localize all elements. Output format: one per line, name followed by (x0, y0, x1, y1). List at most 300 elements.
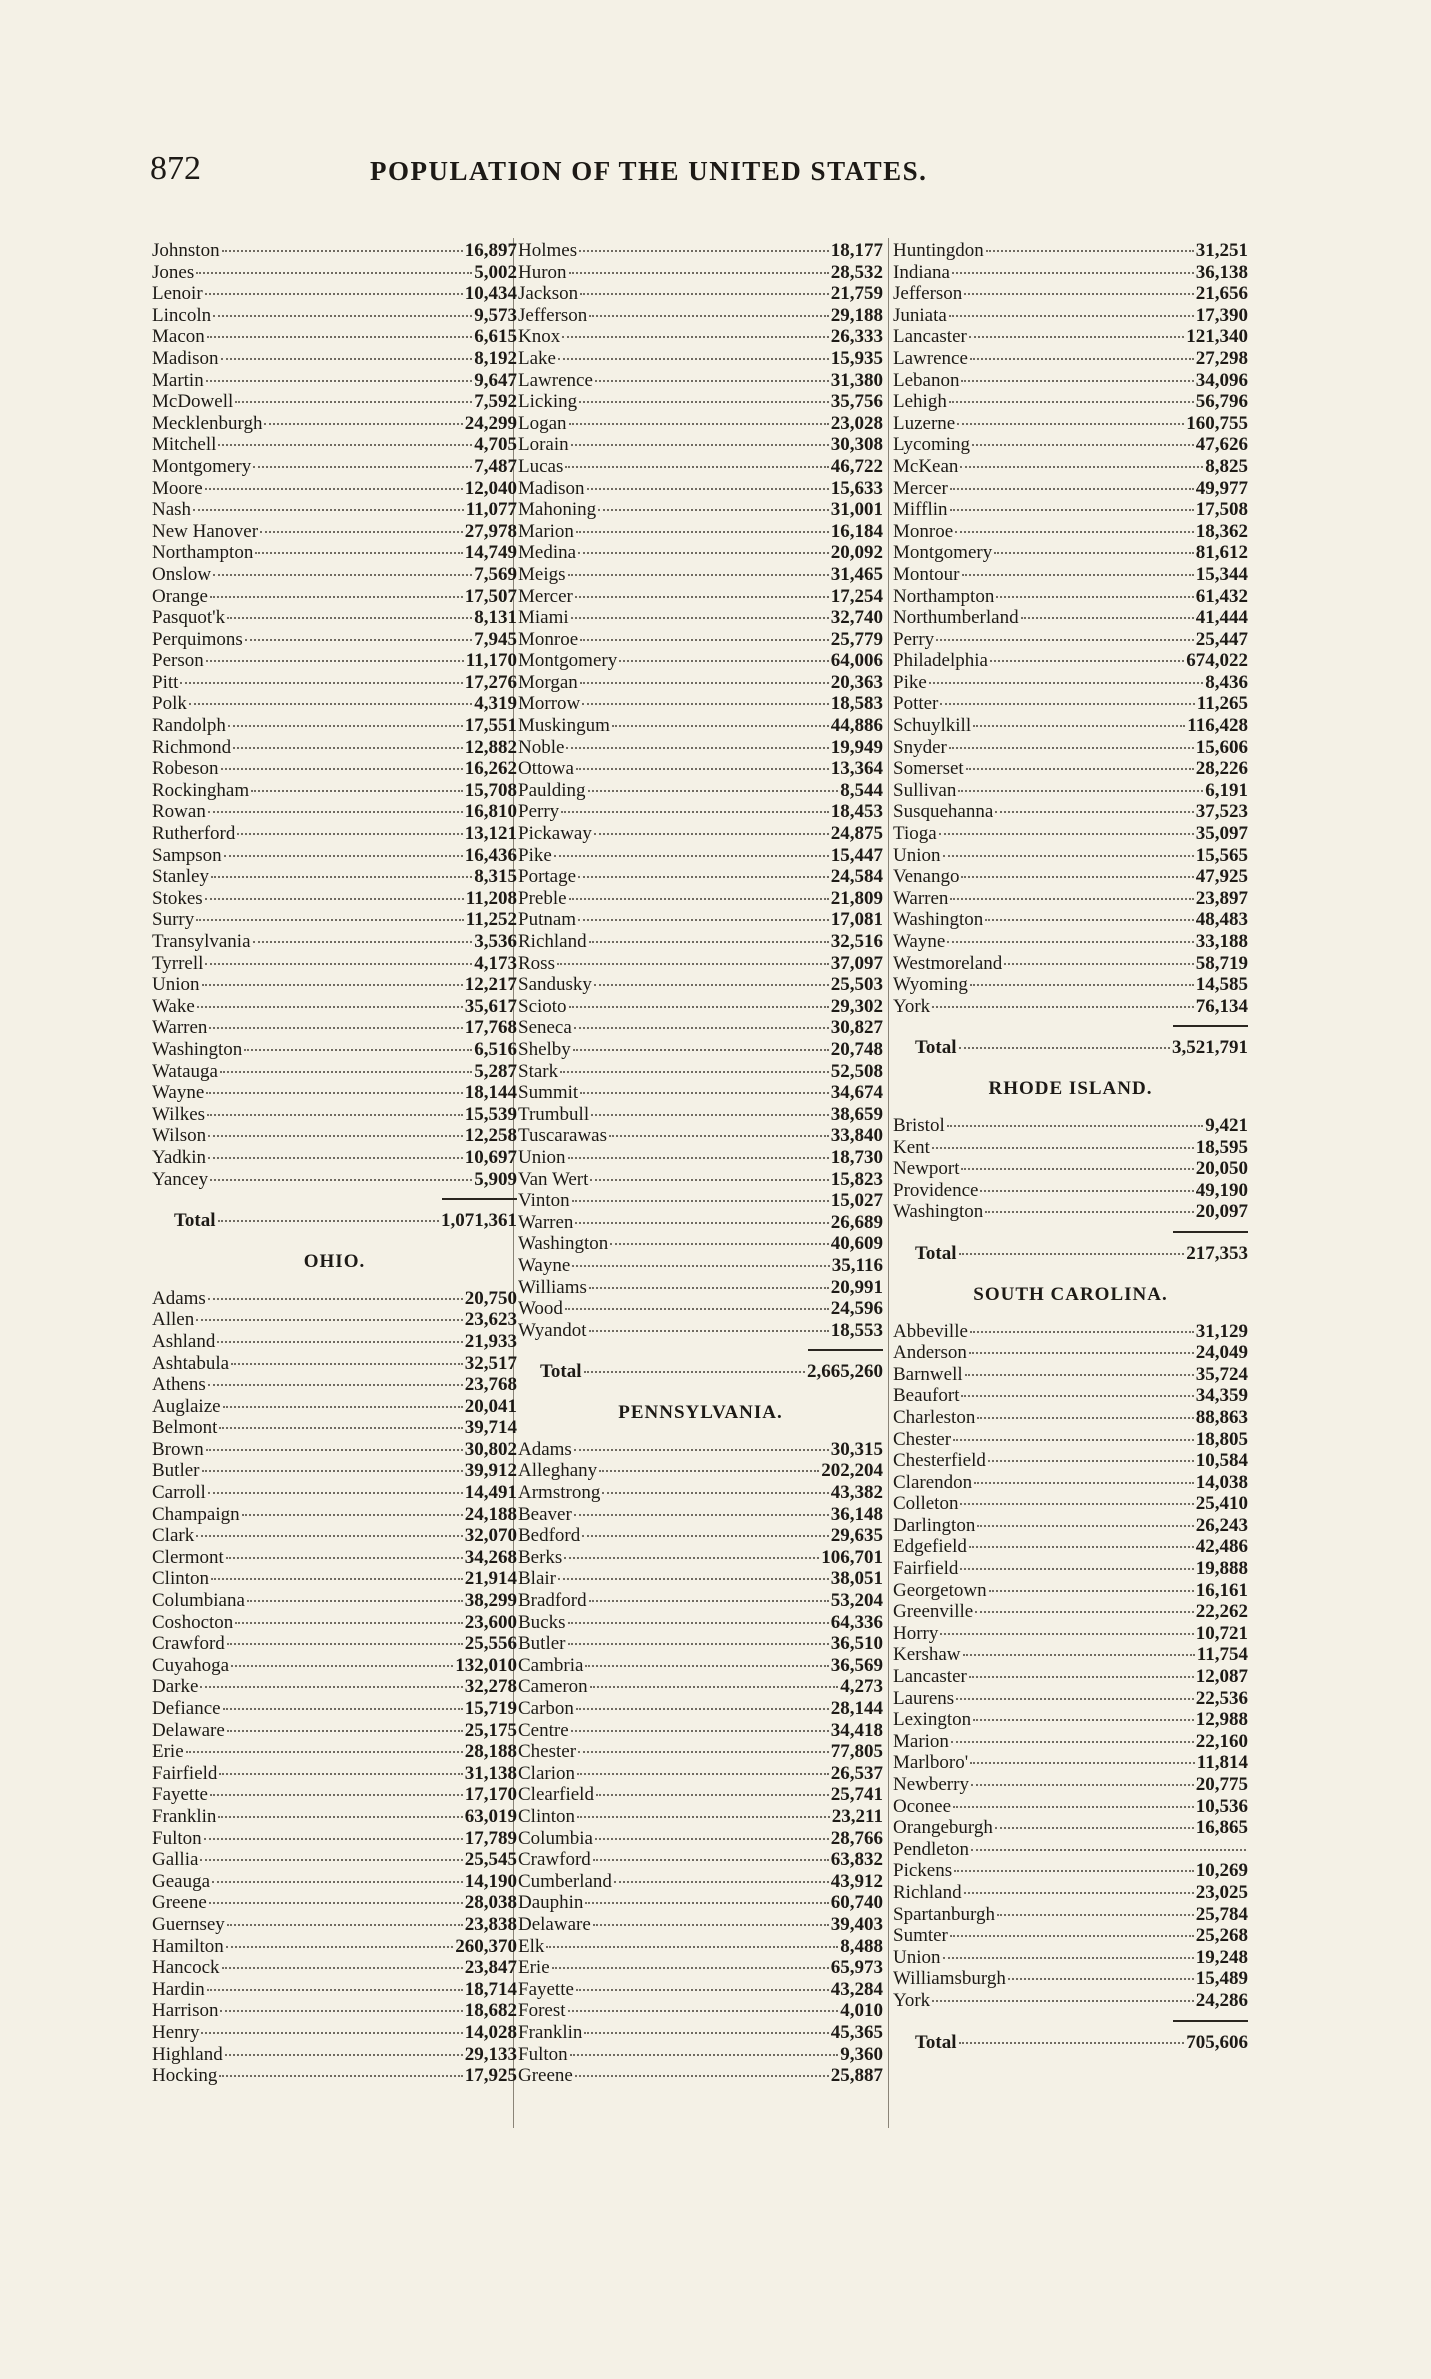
state-heading: PENNSYLVANIA. (618, 1401, 783, 1423)
dot-leader (980, 1190, 1193, 1192)
dot-leader (572, 1265, 830, 1267)
dot-leader (594, 833, 829, 835)
county-row (893, 1450, 1248, 1472)
county-population: 49,190 (1195, 1179, 1248, 1201)
county-name: Carbon (518, 1698, 574, 1719)
county-row (893, 283, 1248, 305)
county-name: Blair (518, 1568, 556, 1590)
county-name: Bucks (518, 1611, 566, 1633)
county-name: Delaware (152, 1719, 225, 1741)
county-population: 25,741 (830, 1784, 883, 1806)
dot-leader (949, 401, 1194, 403)
county-name: Wayne (518, 1254, 571, 1276)
county-population: 15,823 (830, 1168, 883, 1190)
dot-leader (580, 639, 829, 641)
county-population: 56,796 (1195, 391, 1248, 413)
county-row (152, 1914, 517, 1936)
county-row (518, 1936, 883, 1958)
county-population: 60,740 (830, 1892, 883, 1914)
county-population: 20,092 (830, 542, 883, 564)
county-population: 25,556 (464, 1633, 517, 1655)
county-name: Fairfield (893, 1558, 959, 1580)
county-row (893, 888, 1248, 910)
county-name: Ashland (152, 1330, 216, 1352)
county-name: Wyoming (893, 974, 968, 996)
county-population: 31,465 (830, 563, 883, 585)
dot-leader (614, 1881, 829, 1883)
county-name: Warren (152, 1017, 208, 1039)
dot-leader (961, 380, 1193, 382)
county-name: Lebanon (893, 369, 960, 391)
county-population: 45,365 (830, 2021, 883, 2043)
dot-leader (218, 1220, 439, 1222)
dot-leader (223, 1708, 463, 1710)
county-population: 43,382 (830, 1482, 883, 1504)
dot-leader (965, 1374, 1194, 1376)
county-name: Madison (518, 477, 585, 499)
county-row (152, 1892, 517, 1914)
dot-leader (196, 919, 464, 921)
dot-leader (940, 1633, 1193, 1635)
county-row (893, 586, 1248, 608)
county-name: Union (152, 974, 200, 996)
county-name: Wilson (152, 1125, 207, 1147)
dot-leader (207, 336, 472, 338)
county-row (893, 909, 1248, 931)
county-population: 16,865 (1195, 1817, 1248, 1839)
dot-leader (227, 1924, 463, 1926)
dot-leader (235, 401, 472, 403)
dot-leader (213, 315, 472, 317)
dot-leader (227, 617, 472, 619)
county-name: Abbeville (893, 1320, 968, 1342)
county-row (893, 996, 1248, 1018)
county-row (152, 909, 517, 931)
dot-leader (589, 1287, 829, 1289)
county-row (518, 758, 883, 780)
dot-leader (969, 1546, 1194, 1548)
county-population: 24,286 (1195, 1989, 1248, 2011)
dot-leader (255, 552, 462, 554)
county-name: Fayette (518, 1978, 574, 2000)
dot-leader (940, 703, 1194, 705)
county-row (152, 1676, 517, 1698)
county-row (893, 1137, 1248, 1159)
county-row (893, 413, 1248, 435)
county-row (893, 845, 1248, 867)
county-name: Chester (518, 1741, 577, 1763)
county-row (518, 650, 883, 672)
county-population: 29,188 (830, 304, 883, 326)
county-name: Morrow (518, 693, 581, 715)
county-row (518, 1255, 883, 1277)
county-population: 23,600 (464, 1611, 517, 1633)
county-population: 14,190 (464, 1870, 517, 1892)
dot-leader (253, 466, 472, 468)
county-population: 23,838 (464, 1913, 517, 1935)
county-row (893, 305, 1248, 327)
dot-leader (571, 444, 829, 446)
total-row (152, 1210, 517, 1232)
county-population: 34,268 (464, 1546, 517, 1568)
county-name: Sandusky (518, 974, 592, 996)
dot-leader (208, 811, 463, 813)
total-value: 2,665,260 (807, 1361, 883, 1383)
dot-leader (577, 1773, 829, 1775)
county-population: 15,027 (830, 1190, 883, 1212)
county-population: 43,284 (830, 1978, 883, 2000)
county-name: Gallia (152, 1849, 199, 1871)
county-population: 29,302 (830, 995, 883, 1017)
county-name: Newport (893, 1158, 960, 1180)
county-row (152, 2000, 517, 2022)
dot-leader (221, 768, 463, 770)
county-row (152, 1957, 517, 1979)
dot-leader (589, 1600, 829, 1602)
dot-leader (210, 1794, 463, 1796)
county-row (893, 542, 1248, 564)
dot-leader (201, 2032, 462, 2034)
county-name: Clinton (518, 1805, 576, 1827)
dot-leader (580, 682, 829, 684)
county-row (893, 1904, 1248, 1926)
dot-leader (220, 2010, 462, 2012)
county-population: 23,897 (1195, 887, 1248, 909)
county-population: 17,390 (1195, 304, 1248, 326)
county-name: Robeson (152, 758, 219, 780)
county-row (893, 1947, 1248, 1969)
county-name: Luzerne (893, 412, 956, 434)
county-row (893, 974, 1248, 996)
dot-leader (986, 250, 1194, 252)
dot-leader (576, 768, 829, 770)
dot-leader (569, 1006, 829, 1008)
county-name: Belmont (152, 1417, 218, 1439)
county-row (893, 1536, 1248, 1558)
county-name: Mahoning (518, 499, 597, 521)
county-row (518, 1039, 883, 1061)
county-name: Ross (518, 952, 555, 974)
county-population: 11,077 (465, 499, 517, 521)
county-population: 30,802 (464, 1438, 517, 1460)
county-row (152, 1460, 517, 1482)
county-name: Bedford (518, 1525, 581, 1547)
dot-leader (228, 725, 463, 727)
dot-leader (960, 1568, 1193, 1570)
county-row (518, 1914, 883, 1936)
total-row (518, 1361, 883, 1383)
county-population: 33,188 (1195, 931, 1248, 952)
county-name: Huntingdon (893, 240, 984, 261)
county-name: Darlington (893, 1514, 976, 1536)
dot-leader (610, 1243, 828, 1245)
county-row (152, 370, 517, 392)
dot-leader (223, 1406, 463, 1408)
county-row (152, 2065, 517, 2087)
county-name: Johnston (152, 240, 220, 261)
county-name: Monroe (518, 628, 579, 650)
dot-leader (977, 1417, 1193, 1419)
county-name: Athens (152, 1374, 206, 1396)
dot-leader (264, 423, 462, 425)
county-population: 40,609 (830, 1233, 883, 1255)
county-row (518, 542, 883, 564)
county-row (893, 650, 1248, 672)
county-name: Wood (518, 1298, 563, 1320)
dot-leader (546, 1946, 838, 1948)
county-population: 65,973 (830, 1957, 883, 1979)
dot-leader (962, 574, 1194, 576)
county-name: Miami (518, 607, 569, 629)
county-name: Delaware (518, 1913, 591, 1935)
county-population: 14,749 (464, 542, 517, 564)
dot-leader (206, 660, 464, 662)
county-population: 10,536 (1195, 1795, 1248, 1817)
dot-leader (571, 617, 829, 619)
county-name: Jackson (518, 283, 579, 305)
county-population: 61,432 (1195, 585, 1248, 607)
dot-leader (959, 1047, 1170, 1049)
county-row (518, 1017, 883, 1039)
county-row (152, 1082, 517, 1104)
county-population: 31,138 (464, 1762, 517, 1784)
county-name: Portage (518, 866, 577, 888)
county-population: 10,269 (1195, 1860, 1248, 1882)
county-row (518, 434, 883, 456)
county-name: Randolph (152, 715, 226, 737)
county-name: Venango (893, 866, 960, 888)
county-row (518, 1169, 883, 1191)
total-label: Total (915, 2031, 957, 2053)
column-divider (888, 238, 889, 2128)
county-population: 8,544 (840, 779, 883, 801)
dot-leader (973, 725, 1185, 727)
dot-leader (593, 1859, 829, 1861)
county-name: Ashtabula (152, 1352, 230, 1374)
county-population: 260,370 (455, 1935, 517, 1957)
county-row (518, 1525, 883, 1547)
county-population: 17,276 (464, 671, 517, 693)
county-population: 18,362 (1195, 520, 1248, 542)
county-row (518, 564, 883, 586)
county-row (893, 1688, 1248, 1710)
county-name: Northampton (152, 542, 254, 564)
county-row (518, 1892, 883, 1914)
county-row (152, 866, 517, 888)
county-name: Orangeburgh (893, 1817, 993, 1839)
county-population: 27,298 (1195, 347, 1248, 369)
dot-leader (202, 984, 463, 986)
county-population: 28,038 (464, 1892, 517, 1914)
column-3 (893, 240, 1248, 2053)
dot-leader (584, 1371, 805, 1373)
county-population: 32,070 (464, 1525, 517, 1547)
county-name: Union (518, 1146, 566, 1168)
county-row (518, 1957, 883, 1979)
county-name: Moore (152, 477, 203, 499)
county-name: Montour (893, 563, 960, 585)
county-row (518, 499, 883, 521)
total-value: 217,353 (1186, 1242, 1248, 1264)
county-name: Tyrrell (152, 952, 204, 974)
county-population: 23,028 (830, 412, 883, 434)
county-population: 23,847 (464, 1957, 517, 1979)
county-name: Alleghany (518, 1460, 598, 1482)
county-row (893, 801, 1248, 823)
dot-leader (205, 898, 464, 900)
county-name: Fayette (152, 1784, 208, 1806)
county-population: 8,488 (840, 1935, 883, 1957)
county-population: 24,299 (464, 412, 517, 434)
dot-leader (211, 876, 472, 878)
county-row (893, 370, 1248, 392)
county-name: Crawford (518, 1849, 591, 1871)
county-population: 4,010 (840, 2000, 883, 2022)
county-name: Lincoln (152, 304, 212, 326)
county-row (152, 1396, 517, 1418)
county-row (518, 391, 883, 413)
county-population: 116,428 (1187, 715, 1248, 737)
county-name: Darke (152, 1676, 199, 1698)
county-row (893, 1990, 1248, 2012)
county-name: Juniata (893, 304, 947, 326)
dot-leader (1004, 963, 1193, 965)
county-name: Jefferson (518, 304, 588, 326)
county-name: Richland (518, 931, 587, 952)
county-population: 18,805 (1195, 1428, 1248, 1450)
county-population: 41,444 (1195, 607, 1248, 629)
dot-leader (590, 1686, 839, 1688)
county-name: Geauga (152, 1870, 211, 1892)
county-population: 6,615 (474, 326, 517, 348)
dot-leader (202, 1470, 463, 1472)
county-name: Yancey (152, 1168, 209, 1190)
dot-leader (221, 358, 473, 360)
county-population: 18,453 (830, 801, 883, 823)
county-population: 20,097 (1195, 1201, 1248, 1223)
county-row (518, 909, 883, 931)
county-population: 38,659 (830, 1103, 883, 1125)
county-name: Marion (893, 1730, 949, 1752)
county-row (893, 1429, 1248, 1451)
county-name: New Hanover (152, 520, 259, 542)
county-population: 31,129 (1195, 1320, 1248, 1342)
dot-leader (575, 2075, 829, 2077)
county-name: Montgomery (518, 650, 618, 672)
county-row (518, 1277, 883, 1299)
county-row (152, 1039, 517, 1061)
county-population: 11,252 (465, 909, 517, 931)
county-population: 6,516 (474, 1038, 517, 1060)
county-row (518, 845, 883, 867)
county-name: Potter (893, 693, 939, 715)
county-name: Snyder (893, 736, 947, 758)
county-row (518, 693, 883, 715)
dot-leader (206, 1449, 463, 1451)
dot-leader (569, 423, 829, 425)
county-population: 12,258 (464, 1125, 517, 1147)
county-row (152, 456, 517, 478)
county-row (893, 1774, 1248, 1796)
county-population: 22,536 (1195, 1687, 1248, 1709)
county-population: 88,863 (1195, 1406, 1248, 1428)
county-name: Georgetown (893, 1579, 987, 1601)
county-name: Armstrong (518, 1482, 601, 1504)
county-name: Providence (893, 1179, 979, 1201)
dot-leader (596, 1794, 829, 1796)
county-name: Person (152, 650, 204, 672)
dot-leader (589, 1330, 829, 1332)
county-name: Nash (152, 499, 192, 521)
county-row (152, 1288, 517, 1310)
county-row (518, 1590, 883, 1612)
dot-leader (994, 552, 1194, 554)
county-name: Holmes (518, 240, 578, 261)
county-row (893, 1968, 1248, 1990)
county-row (152, 1763, 517, 1785)
dot-leader (943, 1957, 1194, 1959)
county-row (152, 1525, 517, 1547)
dot-leader (582, 1535, 828, 1537)
county-population: 16,810 (464, 801, 517, 823)
county-name: Beaufort (893, 1385, 960, 1407)
county-name: Macon (152, 326, 205, 348)
county-row (893, 1158, 1248, 1180)
county-population: 18,177 (830, 240, 883, 261)
county-population: 21,933 (464, 1330, 517, 1352)
dot-leader (569, 898, 829, 900)
county-population: 12,988 (1195, 1709, 1248, 1731)
dot-leader (950, 898, 1193, 900)
county-name: Cambria (518, 1654, 584, 1676)
county-row (518, 1104, 883, 1126)
county-row (152, 888, 517, 910)
county-row (518, 715, 883, 737)
dot-leader (568, 574, 829, 576)
dot-leader (576, 1989, 829, 1991)
county-name: Columbia (518, 1827, 593, 1849)
dot-leader (595, 380, 829, 382)
county-row (518, 1320, 883, 1342)
county-population: 202,204 (821, 1460, 883, 1482)
county-name: Mitchell (152, 434, 217, 456)
county-name: Tuscarawas (518, 1125, 608, 1147)
county-row (893, 1515, 1248, 1537)
total-label: Total (915, 1037, 957, 1059)
dot-leader (947, 1125, 1204, 1127)
county-population: 18,595 (1195, 1136, 1248, 1158)
county-row (893, 1860, 1248, 1882)
county-name: Mifflin (893, 499, 948, 521)
county-population: 32,517 (464, 1352, 517, 1374)
county-row (518, 607, 883, 629)
dot-leader (966, 768, 1194, 770)
county-population: 18,553 (830, 1319, 883, 1341)
county-name: Lancaster (893, 1666, 967, 1688)
county-name: Wake (152, 995, 195, 1017)
dot-leader (960, 1503, 1193, 1505)
dot-leader (196, 272, 472, 274)
county-population: 36,148 (830, 1503, 883, 1525)
county-population: 8,436 (1205, 671, 1248, 693)
dot-leader (995, 1827, 1194, 1829)
county-name: Anderson (893, 1342, 967, 1364)
county-name: Butler (152, 1460, 200, 1482)
county-population: 15,633 (830, 477, 883, 499)
dot-leader (219, 1773, 462, 1775)
dot-leader (585, 1902, 828, 1904)
county-population: 38,051 (830, 1568, 883, 1590)
